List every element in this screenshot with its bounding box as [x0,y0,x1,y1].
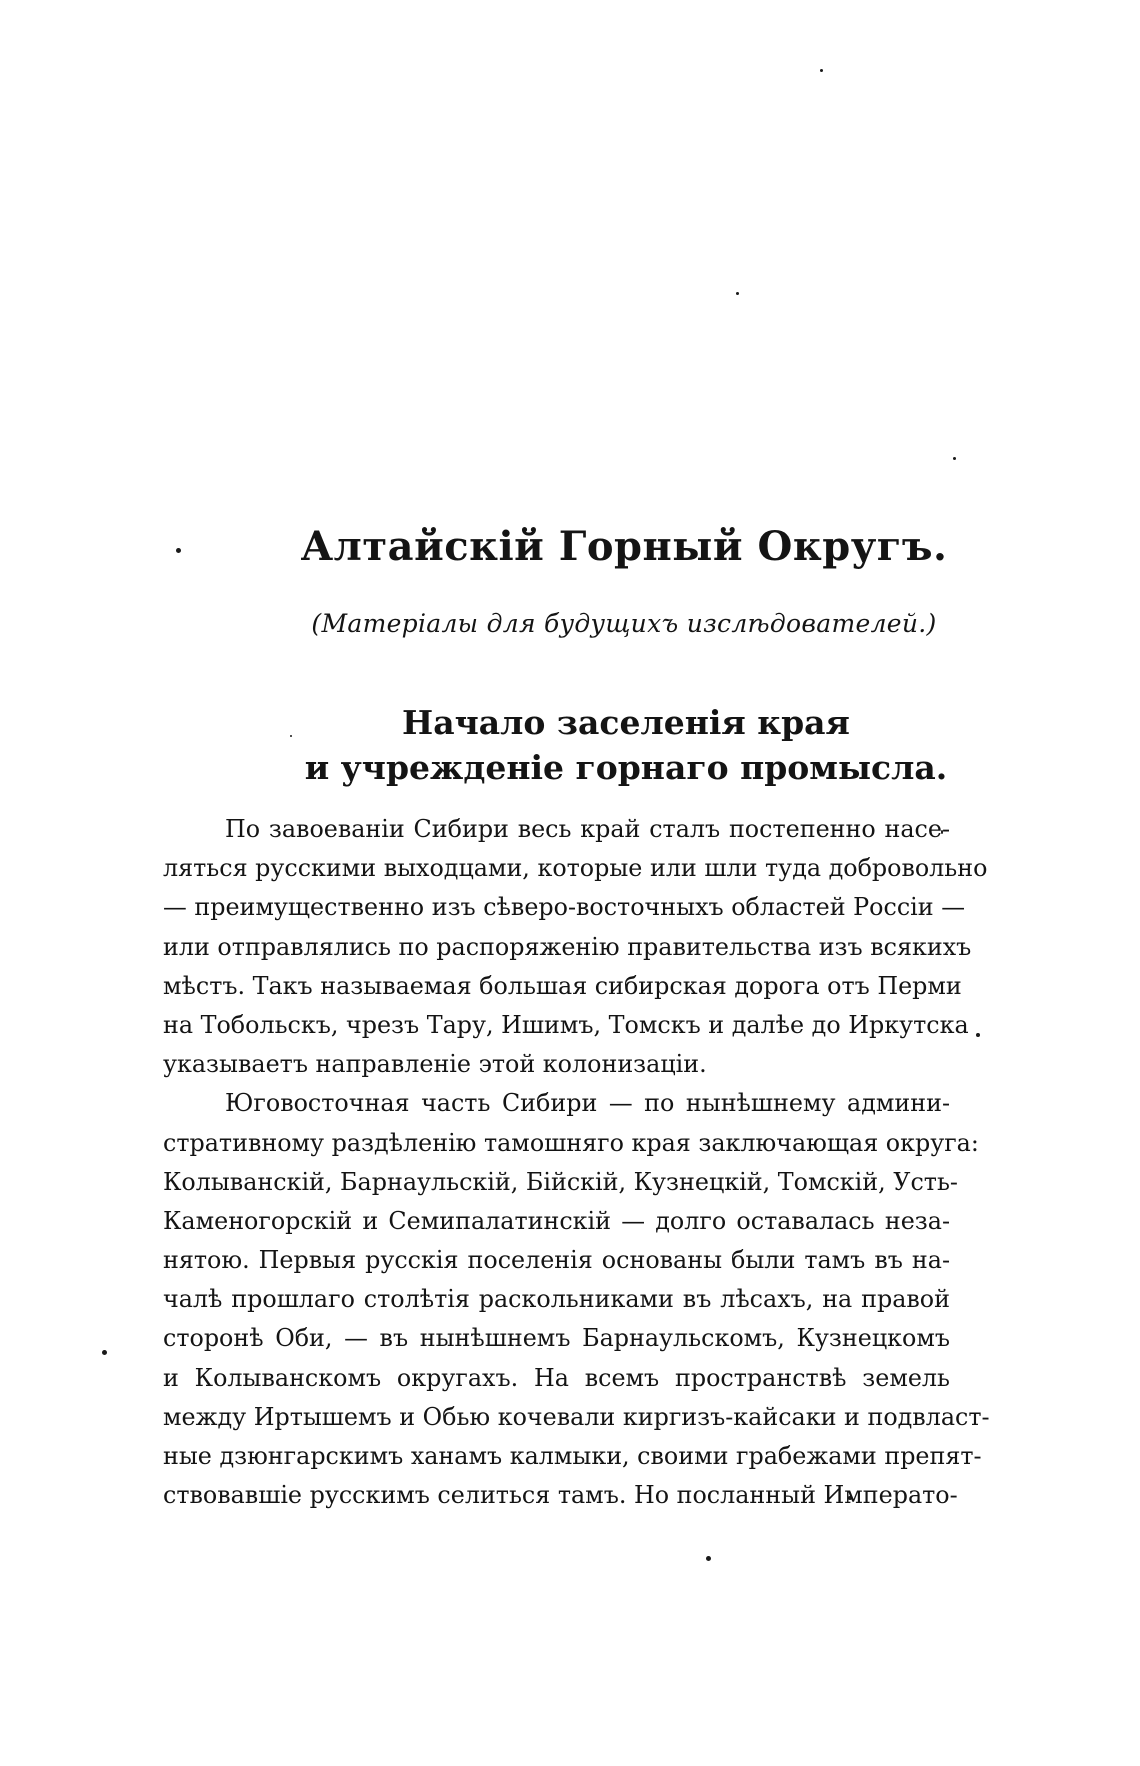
section-heading-line-1: Начало заселенія края [402,703,850,742]
text-line: или отправлялись по распоряженію правительства изъ всякихъ [163,932,972,961]
text-line: указываетъ направленіе этой колонизаціи. [163,1050,707,1079]
scan-speck [102,1350,107,1355]
text-line: — преимущественно изъ сѣверо-восточныхъ областей Россіи — [163,893,965,922]
section-heading-line-2: и учрежденіе горнаго промысла. [304,748,948,787]
text-line: ствовавшіе русскимъ селиться тамъ. Но посланный Императо- [163,1481,958,1510]
text-line: Колыванскій, Барнаульскій, Бійскій, Кузнецкій, Томскій, Усть- [163,1167,958,1196]
text-line: чалѣ прошлаго столѣтія раскольниками въ лѣсахъ, на правой [163,1285,950,1314]
text-line: на Тобольскъ, чрезъ Тару, Ишимъ, Томскъ и далѣе до Иркутска [163,1010,969,1039]
text-line: нятою. Первыя русскія поселенія основаны были тамъ въ на- [163,1246,950,1275]
paragraph-2 [163,1084,990,1515]
text-line: Юговосточная часть Сибири — по нынѣшнему админи- [225,1089,950,1118]
page-title: Алтайскій Горный Округъ. [300,523,948,570]
text-line: сторонѣ Оби, — въ нынѣшнемъ Барнаульскомъ, Кузнецкомъ [163,1324,950,1353]
page-subtitle: (Матеріалы для будущихъ изслѣдователей.) [311,609,937,638]
scan-speck [706,1556,711,1561]
text-line: между Иртышемъ и Обью кочевали киргизъ-кайсаки и подвласт- [163,1402,990,1431]
paragraph-1 [163,810,988,1084]
text-line: ляться русскими выходцами, которые или шли туда добровольно [163,854,988,883]
scan-speck [953,457,956,460]
section-heading [56,700,1140,790]
text-line: Каменогорскій и Семипалатинскій — долго оставалась неза- [163,1206,950,1235]
text-line: и Колыванскомъ округахъ. На всемъ пространствѣ земель [163,1363,950,1392]
scan-speck [976,1033,980,1037]
body-text [163,810,990,1515]
text-line: стративному раздѣленію тамошняго края заключающая округа: [163,1128,979,1157]
text-line: По завоеваніи Сибири весь край сталъ постепенно насе- [225,815,950,843]
text-line: ные дзюнгарскимъ ханамъ калмыки, своими грабежами препят- [163,1442,982,1470]
scan-speck [820,69,823,72]
scan-speck [736,292,739,295]
text-line: мѣстъ. Такъ называемая большая сибирская дорога отъ Перми [163,971,962,1000]
